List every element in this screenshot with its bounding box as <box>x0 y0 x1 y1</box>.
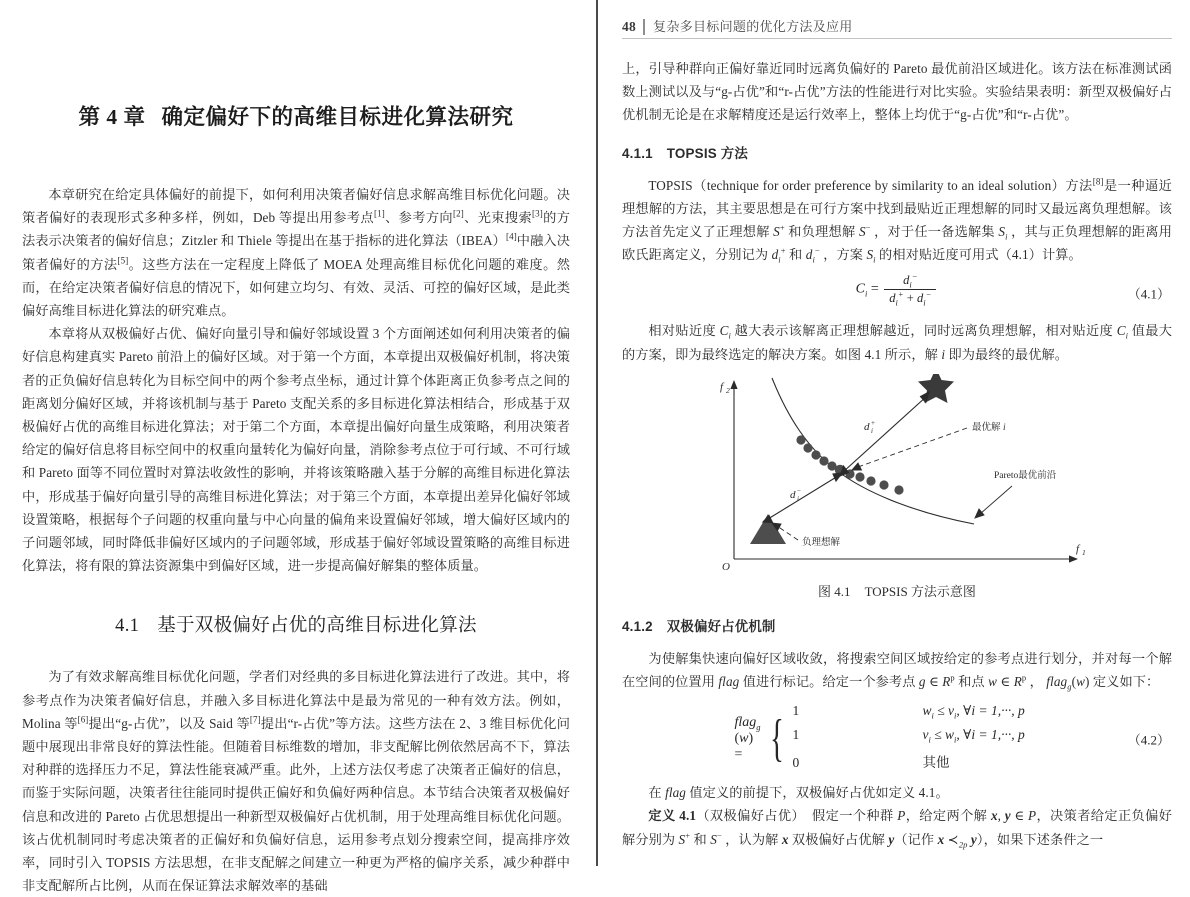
section-heading-4-1 <box>22 611 570 637</box>
subsection-title: 双极偏好占优机制 <box>666 618 776 634</box>
x-axis-arrowhead <box>1069 555 1078 562</box>
subsection-heading-4-1-1 <box>622 143 1172 162</box>
y-axis-arrowhead <box>730 380 737 389</box>
case-value: 0 <box>792 755 800 771</box>
chapter-title <box>22 100 570 131</box>
optimal-solution-leader <box>852 428 967 470</box>
d-plus-arrow <box>840 392 929 476</box>
section-title: 基于双极偏好占优的高维目标进化算法 <box>157 616 477 637</box>
definition-label: 定义 4.1 <box>648 808 697 824</box>
subsection-2-body <box>622 647 1172 851</box>
page-number: 48 <box>622 19 637 34</box>
paragraph: 为了有效求解高维目标优化问题，学者们对经典的多目标进化算法进行了改进。其中，将参考点作为决策者偏好信息，并融入多目标进化算法中是最为常见的一种有效方法。例如，Molina 等[6]提出“g-占优”，以及 Said 等[7]提出“r-占优”等方法。这些方法在 2、3 维目标优化问题中展现出非常良好的算法性能。但随着目标维数的增加，非支配解比例依然居高不下，算法对种群的选择压力不足，算法性能衰减严重。此外，上述方法仅考虑了决策者正偏好的信息，而鉴于实际问题，决策者往往能同时提供正偏好和负偏好两种信息。本节结合决策者双极偏好信息和改进的 Pareto 占优思想提出一种新型双极偏好占优机制，用于处理高维目标优化问题。该占优机制同时考虑决策者的正偏好和负偏好信息，运用参考点划分搜索空间，提高排序效率，同时引入 TOPSIS 方法思想，在非支配解之间建立一种更为严格的偏序关系，减少种群中非支配解所占比例，从而在保证算法求解效率的基础 <box>22 669 571 894</box>
running-head-rule <box>643 19 645 35</box>
cases-row <box>792 703 1024 727</box>
right-page <box>596 0 1190 866</box>
book-title: 复杂多目标问题的优化方法及应用 <box>653 19 853 34</box>
figure-4-1 <box>622 374 1172 600</box>
paragraph-continued: 上，引导种群向正偏好靠近同时远离负偏好的 Pareto 最优前沿区域进化。该方法在标准测试函数上测试以及与“g-占优”和“r-占优”方法的性能进行对比实验。实验结果表明：新型双极偏好占优机制无论是在求解精度还是运行效率上，整体上均优于“g-占优”和“r-占优”。 <box>622 61 1172 123</box>
y-axis-label: f <box>720 380 724 393</box>
equation-number: （4.1） <box>1127 286 1170 302</box>
chapter-title-text: 确定偏好下的高维目标进化算法研究 <box>161 105 514 129</box>
d-plus-label: d <box>864 420 870 433</box>
equation-4-1-body: $C_i$ = $\frac{d_i^-}{d_i^+ + d_i^-}$ <box>622 273 1172 306</box>
d-minus-arrow <box>763 473 842 523</box>
pareto-front-leader <box>975 486 1012 518</box>
equation-4-2-body <box>734 703 1024 775</box>
left-page-body <box>22 183 570 897</box>
paragraph: 在 flag 值定义的前提下，双极偏好占优如定义 4.1。 <box>648 785 949 801</box>
negative-ideal-label: 负理想解 <box>802 537 841 548</box>
case-condition: $v_i \le w_i$, ∀i = 1,···, p <box>922 727 1025 745</box>
paragraph: 为使解集快速向偏好区域收敛，将搜索空间区域按给定的参考点进行划分，并对每一个解在空间的位置用 flag 值进行标记。给定一个参考点 g ∈ $R^p$ 和点 w ∈ $R^p$ ， flag$_g$(w) 定义如下： <box>622 650 1172 692</box>
paragraph-definition: 定义 4.1（双极偏好占优） 假定一个种群 P，给定两个解 x, y ∈ P，决策者给定正负偏好解分别为 S+ 和 S− ，认为解 x 双极偏好占优解 y（记作 x $≺_{2p}$ y），如果下述条件之一 <box>622 808 1173 850</box>
chapter-number: 第 4 章 <box>78 105 146 129</box>
d-minus-label-sub: i <box>797 494 799 503</box>
d-minus-label: d <box>790 488 796 501</box>
left-page <box>0 0 596 894</box>
equation-4-2-lhs: flag$_g$ (w) = <box>734 715 761 763</box>
section-number: 4.1 <box>115 616 140 637</box>
subsection-number: 4.1.1 <box>622 145 653 161</box>
section-body <box>22 665 570 897</box>
case-value: 1 <box>792 727 800 743</box>
equation-4-1 <box>622 273 1172 313</box>
cases-rows <box>792 703 1024 775</box>
d-plus-label-sup: + <box>871 418 875 427</box>
fraction-numerator: $d_i^-$ <box>884 273 936 290</box>
fraction <box>884 273 936 306</box>
x-axis-label: f <box>1076 542 1080 555</box>
subsection-number: 4.1.2 <box>622 618 653 634</box>
cases-row <box>792 751 1024 775</box>
pareto-front-label: Pareto最优前沿 <box>994 470 1057 481</box>
left-brace: { <box>770 710 784 768</box>
right-page-body <box>622 57 1172 851</box>
cases-row <box>792 727 1024 751</box>
d-minus-label-sup: − <box>797 486 801 495</box>
equation-number: （4.2） <box>1127 732 1170 748</box>
running-head <box>622 16 1172 39</box>
topsis-diagram <box>622 374 1182 574</box>
paragraph: 本章研究在给定具体偏好的前提下，如何利用决策者偏好信息求解高维目标优化问题。决策者偏好的表现形式多种多样，例如，Deb 等提出用参考点[1]、参考方向[2]、光束搜索[3]的方法表示决策者的偏好信息；Zitzler 和 Thiele 等提出在基于指标的进化算法（IBEA）[4]中融入决策者偏好的方法[5]。这些方法在一定程度上降低了 MOEA 处理高维目标优化问题的难度。然而，在给定决策者偏好信息的情况下，如何建立均匀、有效、灵活、可控的偏好区域，是此类偏好高维目标进化算法的研究难点。 <box>22 187 571 319</box>
subsection-1-body <box>622 174 1172 366</box>
y-axis-label-sub: 2 <box>726 385 730 395</box>
definition-title: （双极偏好占优） <box>696 808 799 824</box>
paragraph: TOPSIS（technique for order preference by similarity to an ideal solution）方法[8]是一种逼近理想解的方法，其主要思想是在可行方案中找到最贴近正理想解的同时又最远离负理想解。该方法首先定义了正理想解 S+ 和负理想解 S− ，对于任一备选解集 $S_i$ ，其与正负理想解的距离用欧氏距离定义，分别记为 $d_i^+$ 和 $d_i^-$ ，方案 $S_i$ 的相对贴近度可用式（4.1）计算。 <box>622 176 1172 265</box>
origin-label: O <box>722 560 730 573</box>
case-condition: 其他 <box>922 755 950 771</box>
optimal-solution-label-i: i <box>1003 422 1006 433</box>
figure-number: 图 4.1 <box>818 583 851 599</box>
fraction-denominator: $d_i^+ + d_i^-$ <box>889 289 932 308</box>
case-condition: $w_i \le v_i$, ∀i = 1,···, p <box>922 703 1025 721</box>
case-value: 1 <box>792 703 800 719</box>
paragraph: 本章将从双极偏好占优、偏好向量引导和偏好邻域设置 3 个方面阐述如何利用决策者的偏好信息构建真实 Pareto 前沿上的偏好区域。对于第一个方面，本章提出双极偏好机制，将决策者的正负偏好信息转化为目标空间中的两个参考点坐标，通过计算个体距离正负参考点之间的距离划分偏好区域，并将该机制与基于 Pareto 支配关系的多目标进化算法相结合，形成基于双极偏好占优的高维目标进化算法；对于第二个方面，本章提出偏好向量生成策略，利用决策者给定的偏好信息将目标空间中的权重向量转化为偏好向量，消除参考点位于可行域、不可行域和 Pareto 面等不同位置时对算法收敛性的影响，并将该策略融入基于分解的高维目标进化算法中，形成基于偏好向量引导的高维目标进化算法；对于第三个方面，本章提出差异化偏好邻域设置策略，根据每个子问题的权重向量与中心向量的偏角来设置偏好邻域，增大偏好区域内的子问题邻域，同时降低非偏好区域内的子问题邻域，形成基于偏好邻域设置策略的高维目标进化算法，将有限的算法资源集中到偏好区域，进一步提高偏好解集的整体质量。 <box>22 326 571 574</box>
optimal-solution-label: 最优解 <box>972 422 1001 433</box>
d-plus-label-sub: i <box>871 426 873 435</box>
x-axis-label-sub: 1 <box>1082 547 1086 557</box>
subsection-heading-4-1-2 <box>622 616 1172 635</box>
figure-caption <box>622 581 1172 600</box>
paragraph: 相对贴近度 $C_i$ 越大表示该解离正理想解越近，同时远离负理想解，相对贴近度 $C_i$ 值最大的方案，即为最终选定的解决方案。如图 4.1 所示，解 i 即为最终的最优解。 <box>622 323 1173 362</box>
equation-4-2 <box>622 703 1172 777</box>
figure-title: TOPSIS 方法示意图 <box>864 583 976 599</box>
subsection-title: TOPSIS 方法 <box>666 145 748 161</box>
